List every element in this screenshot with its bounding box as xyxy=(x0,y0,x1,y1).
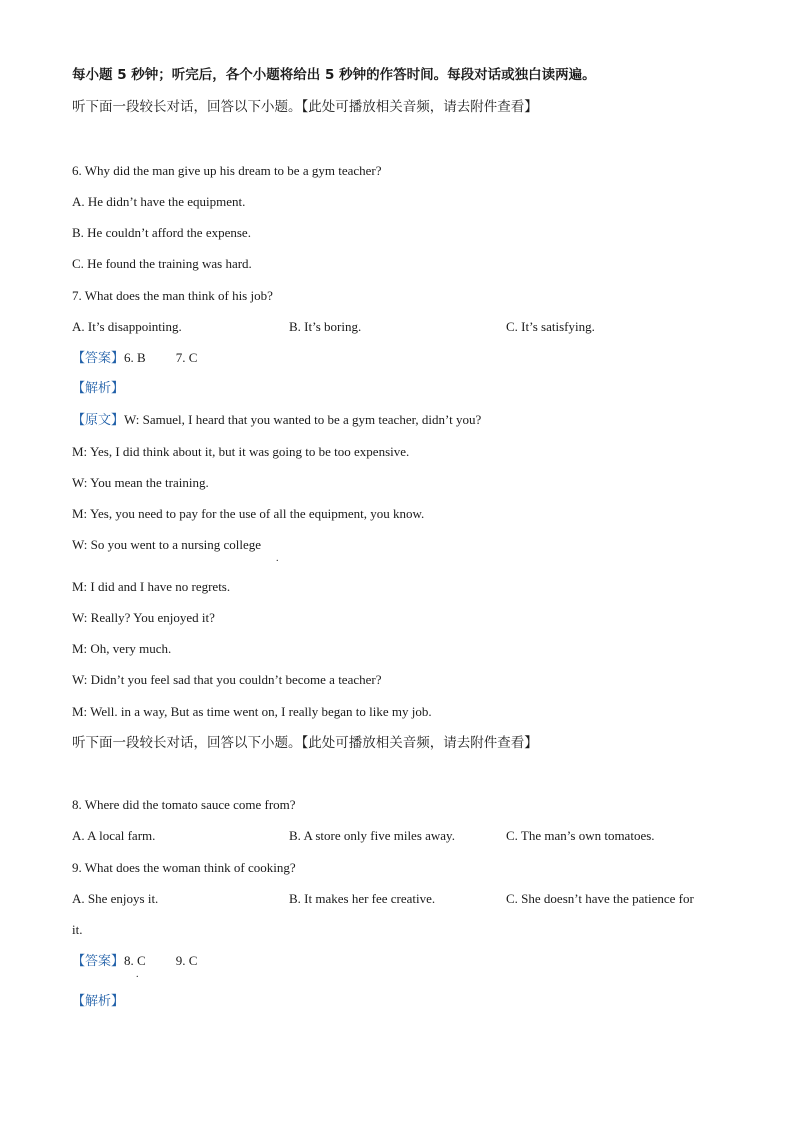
listen-prompt-1: 听下面一段较长对话，回答以下小题。【此处可播放相关音频，请去附件查看】 xyxy=(72,99,538,115)
transcript-line-8: M: Oh, very much. xyxy=(72,641,172,656)
q9-option-c: C. She doesn’t have the patience for xyxy=(506,891,694,906)
transcript-label: 【原文】 xyxy=(72,413,125,428)
answer-8: 8. C xyxy=(124,953,146,968)
q9-option-b: B. It makes her fee creative. xyxy=(289,891,436,906)
answer-row-2 xyxy=(72,952,197,971)
instruction-line: 每小题 5 秒钟；听完后，各个小题将给出 5 秒钟的作答时间。每段对话或独白读两遍。 xyxy=(72,67,596,83)
transcript-line-10: M: Well. in a way, But as time went on, I really began to like my job. xyxy=(72,704,432,719)
q7-option-c: C. It’s satisfying. xyxy=(506,319,595,334)
transcript-line-9: W: Didn’t you feel sad that you couldn’t become a teacher? xyxy=(72,672,382,687)
stray-dot: . xyxy=(276,553,279,564)
question-8: 8. Where did the tomato sauce come from? xyxy=(72,797,296,812)
stray-dot: . xyxy=(136,969,139,980)
question-6: 6. Why did the man give up his dream to be a gym teacher? xyxy=(72,163,382,178)
answer-label: 【答案】 xyxy=(72,351,125,366)
answer-7: 7. C xyxy=(175,350,198,365)
q8-option-a: A. A local farm. xyxy=(72,828,156,843)
transcript-line-3: W: You mean the training. xyxy=(72,475,209,490)
transcript-line-7: W: Really? You enjoyed it? xyxy=(72,610,215,625)
q9-option-a: A. She enjoys it. xyxy=(72,891,159,906)
listen-prompt-2: 听下面一段较长对话，回答以下小题。【此处可播放相关音频，请去附件查看】 xyxy=(72,735,538,751)
q6-option-b: B. He couldn’t afford the expense. xyxy=(72,225,251,240)
question-7: 7. What does the man think of his job? xyxy=(72,288,273,303)
transcript-line-6: M: I did and I have no regrets. xyxy=(72,579,231,594)
transcript-line-5: W: So you went to a nursing college xyxy=(72,537,262,552)
question-9: 9. What does the woman think of cooking? xyxy=(72,860,296,875)
analysis-label-2: 【解析】 xyxy=(72,994,125,1009)
transcript-line-1: 【原文】W: Samuel, I heard that you wanted to be a gym teacher, didn’t you? xyxy=(72,412,482,428)
answer-label: 【答案】 xyxy=(72,954,125,969)
q9-option-c-continued: it. xyxy=(72,922,83,937)
answer-9: 9. C xyxy=(175,953,198,968)
q8-option-b: B. A store only five miles away. xyxy=(289,828,455,843)
answer-row-1 xyxy=(72,349,197,368)
q8-option-c: C. The man’s own tomatoes. xyxy=(506,828,655,843)
transcript-line-2: M: Yes, I did think about it, but it was going to be too expensive. xyxy=(72,444,410,459)
q7-option-b: B. It’s boring. xyxy=(289,319,362,334)
analysis-label-1: 【解析】 xyxy=(72,381,125,396)
q6-option-c: C. He found the training was hard. xyxy=(72,256,252,271)
q6-option-a: A. He didn’t have the equipment. xyxy=(72,194,246,209)
q7-option-a: A. It’s disappointing. xyxy=(72,319,182,334)
transcript-line-4: M: Yes, you need to pay for the use of all the equipment, you know. xyxy=(72,506,425,521)
answer-6: 6. B xyxy=(124,350,146,365)
